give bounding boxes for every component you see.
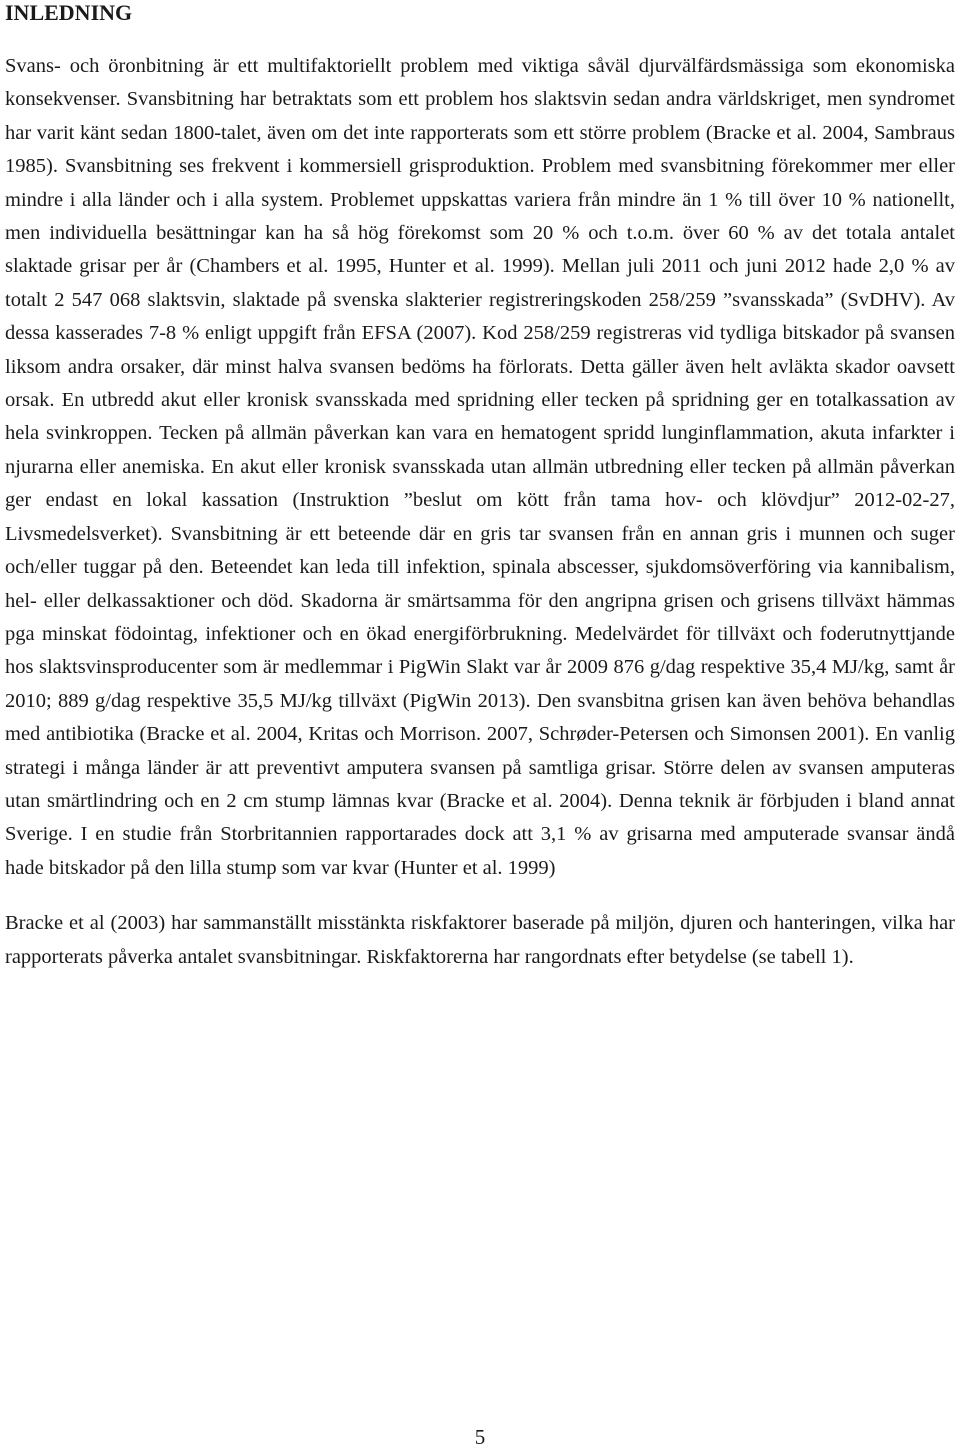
page-number: 5 [474,1425,486,1449]
section-heading: INLEDNING [5,0,133,25]
body-paragraph-1: Svans- och öronbitning är ett multifaktoriellt problem med viktiga såväl djurvälfärdsmässiga som ekonomiska konsekvenser. Svansbitning har betraktats som ett problem hos slaktsvin sedan andra världskriget, men syndromet har varit känt sedan 1800-talet, även om det inte rapporterats som ett större problem (Bracke et al. 2004, Sambraus 1985). Svansbitning ses frekvent i kommersiell grisproduktion. Problem med svansbitning förekommer mer eller mindre i alla länder och i alla system. Problemet uppskattas variera från mindre än 1 % till över 10 % nationellt, men individuella besättningar kan ha så hög förekomst som 20 % och t.o.m. över 60 % av det totala antalet slaktade grisar per år (Chambers et al. 1995, Hunter et al. 1999). Mellan juli 2011 och juni 2012 hade 2,0 % av totalt 2 547 068 slaktsvin, slaktade på svenska slakterier registreringskoden 258/259 ”svansskada” (SvDHV). Av dessa kasserades 7-8 % enligt uppgift från EFSA (2007). Kod 258/259 registreras vid tydliga bitskador på svansen liksom andra orsaker, där minst halva svansen bedöms ha förlorats. Detta gäller även helt avläkta skador oavsett orsak. En utbredd akut eller kronisk svansskada med spridning eller tecken på spridning ger en totalkassation av hela svinkroppen. Tecken på allmän påverkan kan vara en hematogent spridd lunginflammation, akuta infarkter i njurarna eller anemiska. En akut eller kronisk svansskada utan allmän utbredning eller tecken på allmän påverkan ger endast en lokal kassation (Instruktion ”beslut om kött från tama hov- och klövdjur” 2012-02-27, Livsmedelsverket). Svansbitning är ett beteende där en gris tar svansen från en annan gris i munnen och suger och/eller tuggar på den. Beteendet kan leda till infektion, spinala abscesser, sjukdomsöverföring via kannibalism, hel- eller delkassaktioner och död. Skadorna är smärtsamma för den angripna grisen och grisens tillväxt hämmas pga minskat födointag, infektioner och en ökad energiförbrukning. Medelvärdet för tillväxt och foderutnyttjande hos slaktsvinsproducenter som är medlemmar i PigWin Slakt var år 2009 876 g/dag respektive 35,4 MJ/kg, samt år 2010; 889 g/dag respektive 35,5 MJ/kg tillväxt (PigWin 2013). Den svansbitna grisen kan även behöva behandlas med antibiotika (Bracke et al. 2004, Kritas och Morrison. 2007, Schrøder-Petersen och Simonsen 2001). En vanlig strategi i många länder är att preventivt amputera svansen på samtliga grisar. Större delen av svansen amputeras utan smärtlindring och en 2 cm stump lämnas kvar (Bracke et al. 2004). Denna teknik är förbjuden i bland annat Sverige. I en studie från Storbritannien rapportarades dock att 3,1 % av grisarna med amputerade svansar ändå hade bitskador på den lilla stump som var kvar (Hunter et al. 1999) [5,55,955,879]
body-paragraph-2: Bracke et al (2003) har sammanställt misstänkta riskfaktorer baserade på miljön, djuren och hanteringen, vilka har rapporterats påverka antalet svansbitningar. Riskfaktorerna har rangordnats efter betydelse (se tabell 1). [5,912,955,968]
document-page [5,0,955,974]
